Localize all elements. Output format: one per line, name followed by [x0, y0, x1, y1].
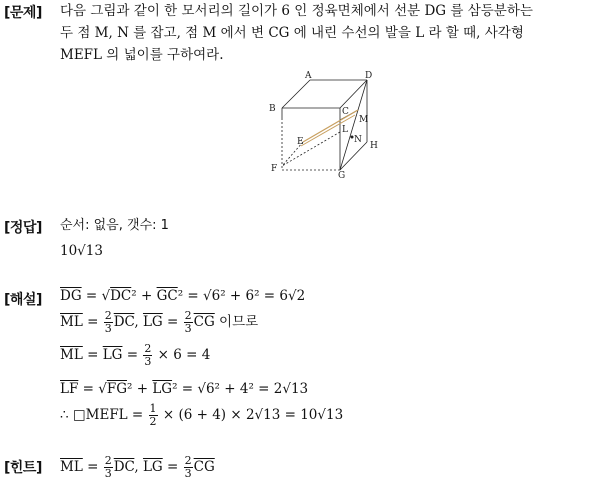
segment-cg: $\overline{CG}$	[193, 459, 215, 475]
numerator: 2	[184, 309, 192, 322]
fraction	[143, 343, 152, 368]
segment-dc: DC	[110, 288, 132, 304]
solution-line-5	[60, 403, 343, 428]
segment-lg: $\overline{LG}$	[142, 314, 163, 330]
numerator: 2	[104, 309, 112, 322]
math-text: = √	[81, 288, 111, 304]
segment-lg: $\overline{LG}$	[102, 347, 123, 363]
math-text: ² = √6² + 6² = 6√2	[177, 288, 306, 304]
math-text: =	[82, 314, 103, 330]
fraction	[149, 403, 158, 428]
math-text: =	[122, 347, 143, 363]
segment-ml: $\overline{ML}$	[60, 314, 83, 330]
denominator: 3	[104, 467, 112, 480]
segment-ml: $\overline{ML}$	[60, 459, 83, 475]
answer-label: [정답]	[4, 220, 42, 236]
segment-dc: $\overline{DC}$	[113, 459, 135, 475]
segment-dg: $\overline{DG}$	[60, 288, 82, 304]
numerator: 2	[144, 342, 152, 355]
math-text: =	[162, 314, 183, 330]
math-text: ² +	[131, 288, 157, 304]
numerator: 1	[149, 402, 157, 415]
answer-meta: 순서: 없음, 갯수: 1	[60, 218, 169, 233]
segment-cg: $\overline{CG}$	[193, 314, 215, 330]
segment-ml: $\overline{ML}$	[60, 347, 83, 363]
math-text: ,	[134, 314, 143, 330]
math-text: =	[162, 459, 183, 475]
math-text: × (6 + 4) × 2√13 = 10√13	[158, 407, 344, 423]
point-label-m: M	[359, 115, 369, 125]
segment-lf: $\overline{LF}$	[60, 381, 79, 397]
problem-line-3: MEFL 의 넓이를 구하여라.	[60, 47, 224, 63]
denominator: 3	[104, 322, 112, 335]
math-text: =	[82, 347, 103, 363]
numerator: 2	[104, 454, 112, 467]
segment-gc: $\overline{GC}$	[156, 288, 178, 304]
math-text: = √	[78, 381, 107, 397]
fraction	[104, 455, 113, 480]
math-text: =	[82, 459, 103, 475]
solution-line-4	[60, 378, 308, 400]
solution-line-3	[60, 343, 210, 368]
point-label-g: G	[338, 171, 346, 181]
problem-label: [문제]	[4, 5, 42, 21]
solution-line-1	[60, 285, 305, 307]
hint-line	[60, 455, 215, 480]
fraction	[184, 455, 193, 480]
fraction	[104, 310, 113, 335]
point-label-a: A	[305, 71, 312, 81]
solution-line-2	[60, 310, 258, 335]
problem-line-1: 다음 그림과 같이 한 모서리의 길이가 6 인 정육면체에서 선분 DG 를 삼등분하는	[60, 3, 533, 19]
math-text: 이므로	[214, 314, 259, 330]
denominator: 3	[144, 355, 152, 368]
point-label-n: N	[354, 135, 362, 145]
math-text: ² = √6² + 4² = 2√13	[172, 381, 309, 397]
segment-dc: $\overline{DC}$	[113, 314, 135, 330]
cube-figure	[265, 70, 385, 182]
point-label-l: L	[342, 125, 348, 135]
fraction	[184, 310, 193, 335]
segment-fg: FG	[106, 381, 127, 397]
math-text: × 6 = 4	[153, 347, 211, 363]
denominator: 3	[184, 467, 192, 480]
segment-lg: $\overline{LG}$	[142, 459, 163, 475]
hint-label: [힌트]	[4, 460, 42, 476]
point-label-f: F	[271, 164, 278, 174]
math-text: ∴ □MEFL =	[60, 407, 148, 423]
point-label-h: H	[370, 141, 378, 151]
answer-value: 10√13	[60, 243, 103, 259]
solution-label: [해설]	[4, 292, 42, 308]
point-label-b: B	[269, 104, 276, 114]
point-label-c: C	[342, 107, 349, 117]
math-text: ,	[134, 459, 143, 475]
segment-lg: $\overline{LG}$	[152, 381, 173, 397]
denominator: 2	[149, 415, 157, 428]
point-label-d: D	[365, 71, 373, 81]
problem-line-2: 두 점 M, N 를 잡고, 점 M 에서 변 CG 에 내린 수선의 발을 L 라 할 때, 사각형	[60, 25, 524, 41]
numerator: 2	[184, 454, 192, 467]
point-label-e: E	[297, 137, 304, 147]
math-text: ² +	[127, 381, 153, 397]
denominator: 3	[184, 322, 192, 335]
